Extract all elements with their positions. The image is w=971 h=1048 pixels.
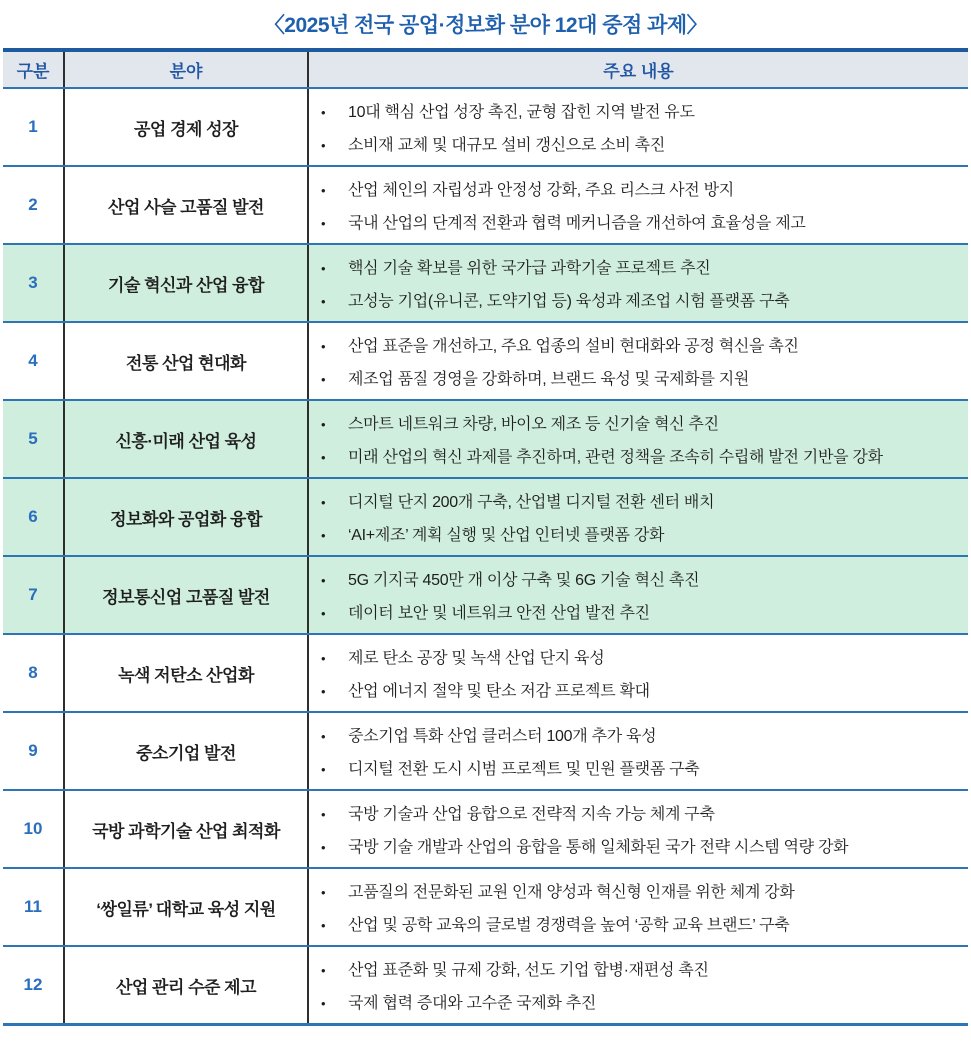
- table-row: [3, 556, 968, 634]
- content-cell: [308, 634, 968, 712]
- table-row: [3, 322, 968, 400]
- bullet-icon: •: [321, 105, 326, 120]
- list-item: [321, 912, 964, 935]
- bullet-icon: •: [321, 996, 326, 1011]
- bullet-text: 고성능 기업(유니콘, 도약기업 등) 육성과 제조업 시험 플랫폼 구축: [348, 293, 790, 310]
- list-item: [321, 288, 964, 311]
- list-item: [321, 645, 964, 668]
- bullet-list: [321, 409, 964, 469]
- bullet-text: 고품질의 전문화된 교원 인재 양성과 혁신형 인재를 위한 체계 강화: [348, 884, 795, 901]
- bullet-text: 산업 표준을 개선하고, 주요 업종의 설비 현대화와 공정 혁신을 촉진: [348, 338, 799, 355]
- table-row: [3, 478, 968, 556]
- bullet-text: 소비재 교체 및 대규모 설비 갱신으로 소비 촉진: [348, 137, 665, 154]
- list-item: [321, 522, 964, 545]
- bullet-text: 국제 협력 증대와 고수준 국제화 추진: [348, 995, 597, 1012]
- bullet-text: ‘AI+제조’ 계획 실행 및 산업 인터넷 플랫폼 강화: [348, 527, 665, 544]
- page-title: 〈2025년 전국 공업·정보화 분야 12대 중점 과제〉: [263, 14, 708, 37]
- content-cell: [308, 868, 968, 946]
- row-number: 7: [3, 556, 64, 634]
- list-item: [321, 723, 964, 746]
- list-item: [321, 99, 964, 122]
- bullet-list: [321, 253, 964, 313]
- bullet-icon: •: [321, 651, 326, 666]
- list-item: [321, 132, 964, 155]
- bullet-icon: •: [321, 261, 326, 276]
- field-name: 정보통신업 고품질 발전: [64, 556, 308, 634]
- row-number: 4: [3, 322, 64, 400]
- list-item: [321, 255, 964, 278]
- list-item: [321, 801, 964, 824]
- list-item: [321, 177, 964, 200]
- bullet-icon: •: [321, 684, 326, 699]
- bullet-text: 산업 및 공학 교육의 글로벌 경쟁력을 높여 ‘공학 교육 브랜드’ 구축: [348, 917, 790, 934]
- header-cell-bunya: 분야: [64, 50, 308, 88]
- row-number: 3: [3, 244, 64, 322]
- bullet-icon: •: [321, 372, 326, 387]
- content-cell: [308, 712, 968, 790]
- table-row: [3, 166, 968, 244]
- bullet-text: 5G 기지국 450만 개 이상 구축 및 6G 기술 혁신 촉진: [348, 572, 700, 589]
- bullet-icon: •: [321, 528, 326, 543]
- field-name: 정보화와 공업화 융합: [64, 478, 308, 556]
- list-item: [321, 600, 964, 623]
- bullet-text: 데이터 보안 및 네트워크 안전 산업 발전 추진: [348, 605, 650, 622]
- list-item: [321, 567, 964, 590]
- bullet-list: [321, 877, 964, 937]
- bullet-text: 10대 핵심 산업 성장 촉진, 균형 잡힌 지역 발전 유도: [348, 104, 695, 121]
- bullet-text: 제로 탄소 공장 및 녹색 산업 단지 육성: [348, 650, 605, 667]
- list-item: [321, 210, 964, 233]
- bullet-text: 스마트 네트워크 차량, 바이오 제조 등 신기술 혁신 추진: [348, 416, 719, 433]
- content-cell: [308, 946, 968, 1025]
- header-cell-gubun: 구분: [3, 50, 64, 88]
- bullet-icon: •: [321, 840, 326, 855]
- list-item: [321, 444, 964, 467]
- field-name: 공업 경제 성장: [64, 88, 308, 166]
- field-name: 산업 사슬 고품질 발전: [64, 166, 308, 244]
- row-number: 8: [3, 634, 64, 712]
- bullet-icon: •: [321, 606, 326, 621]
- row-number: 6: [3, 478, 64, 556]
- bullet-list: [321, 487, 964, 547]
- bullet-text: 미래 산업의 혁신 과제를 추진하며, 관련 정책을 조속히 수립해 발전 기반을 강화: [348, 449, 883, 466]
- list-item: [321, 957, 964, 980]
- list-item: [321, 411, 964, 434]
- bullet-icon: •: [321, 417, 326, 432]
- list-item: [321, 834, 964, 857]
- content-cell: [308, 478, 968, 556]
- bullet-icon: •: [321, 729, 326, 744]
- bullet-list: [321, 97, 964, 157]
- list-item: [321, 333, 964, 356]
- table-row: [3, 244, 968, 322]
- table-body: [3, 88, 968, 1025]
- table-row: [3, 868, 968, 946]
- bullet-text: 제조업 품질 경영을 강화하며, 브랜드 육성 및 국제화를 지원: [348, 371, 750, 388]
- bullet-icon: •: [321, 183, 326, 198]
- list-item: [321, 489, 964, 512]
- list-item: [321, 879, 964, 902]
- content-cell: [308, 244, 968, 322]
- content-cell: [308, 556, 968, 634]
- bullet-text: 디지털 단지 200개 구축, 산업별 디지털 전환 센터 배치: [348, 494, 715, 511]
- bullet-list: [321, 565, 964, 625]
- table-row: [3, 790, 968, 868]
- bullet-list: [321, 721, 964, 781]
- bullet-icon: •: [321, 762, 326, 777]
- bullet-icon: •: [321, 294, 326, 309]
- row-number: 12: [3, 946, 64, 1025]
- header-row: [3, 50, 968, 88]
- bullet-text: 핵심 기술 확보를 위한 국가급 과학기술 프로젝트 추진: [348, 260, 711, 277]
- bullet-icon: •: [321, 339, 326, 354]
- field-name: 국방 과학기술 산업 최적화: [64, 790, 308, 868]
- row-number: 10: [3, 790, 64, 868]
- content-cell: [308, 166, 968, 244]
- field-name: ‘쌍일류’ 대학교 육성 지원: [64, 868, 308, 946]
- field-name: 신흥·미래 산업 육성: [64, 400, 308, 478]
- bullet-icon: •: [321, 807, 326, 822]
- bullet-icon: •: [321, 573, 326, 588]
- bullet-list: [321, 175, 964, 235]
- list-item: [321, 756, 964, 779]
- table-row: [3, 634, 968, 712]
- bullet-text: 국방 기술 개발과 산업의 융합을 통해 일체화된 국가 전략 시스템 역량 강화: [348, 839, 849, 856]
- bullet-list: [321, 955, 964, 1015]
- field-name: 기술 혁신과 산업 융합: [64, 244, 308, 322]
- row-number: 2: [3, 166, 64, 244]
- content-cell: [308, 790, 968, 868]
- list-item: [321, 678, 964, 701]
- bullet-icon: •: [321, 885, 326, 900]
- bullet-list: [321, 331, 964, 391]
- bullet-icon: •: [321, 216, 326, 231]
- bullet-text: 디지털 전환 도시 시범 프로젝트 및 민원 플랫폼 구축: [348, 761, 700, 778]
- row-number: 11: [3, 868, 64, 946]
- content-cell: [308, 400, 968, 478]
- table-row: [3, 712, 968, 790]
- bullet-list: [321, 643, 964, 703]
- bullet-icon: •: [321, 495, 326, 510]
- row-number: 9: [3, 712, 64, 790]
- bullet-text: 국내 산업의 단계적 전환과 협력 메커니즘을 개선하여 효율성을 제고: [348, 215, 806, 232]
- field-name: 산업 관리 수준 제고: [64, 946, 308, 1025]
- field-name: 녹색 저탄소 산업화: [64, 634, 308, 712]
- bullet-icon: •: [321, 450, 326, 465]
- header-cell-juyo-naeyong: 주요 내용: [308, 50, 968, 88]
- bullet-text: 중소기업 특화 산업 클러스터 100개 추가 육성: [348, 728, 657, 745]
- list-item: [321, 990, 964, 1013]
- content-cell: [308, 88, 968, 166]
- row-number: 5: [3, 400, 64, 478]
- bullet-text: 국방 기술과 산업 융합으로 전략적 지속 가능 체계 구축: [348, 806, 715, 823]
- field-name: 중소기업 발전: [64, 712, 308, 790]
- table-row: [3, 946, 968, 1025]
- key-tasks-table: [3, 48, 968, 1026]
- bullet-list: [321, 799, 964, 859]
- row-number: 1: [3, 88, 64, 166]
- table-row: [3, 88, 968, 166]
- bullet-text: 산업 체인의 자립성과 안정성 강화, 주요 리스크 사전 방지: [348, 182, 734, 199]
- bullet-text: 산업 에너지 절약 및 탄소 저감 프로젝트 확대: [348, 683, 650, 700]
- field-name: 전통 산업 현대화: [64, 322, 308, 400]
- bullet-icon: •: [321, 963, 326, 978]
- bullet-icon: •: [321, 918, 326, 933]
- bullet-text: 산업 표준화 및 규제 강화, 선도 기업 합병·재편성 촉진: [348, 962, 709, 979]
- content-cell: [308, 322, 968, 400]
- table-row: [3, 400, 968, 478]
- table-header: [3, 50, 968, 88]
- bullet-icon: •: [321, 138, 326, 153]
- list-item: [321, 366, 964, 389]
